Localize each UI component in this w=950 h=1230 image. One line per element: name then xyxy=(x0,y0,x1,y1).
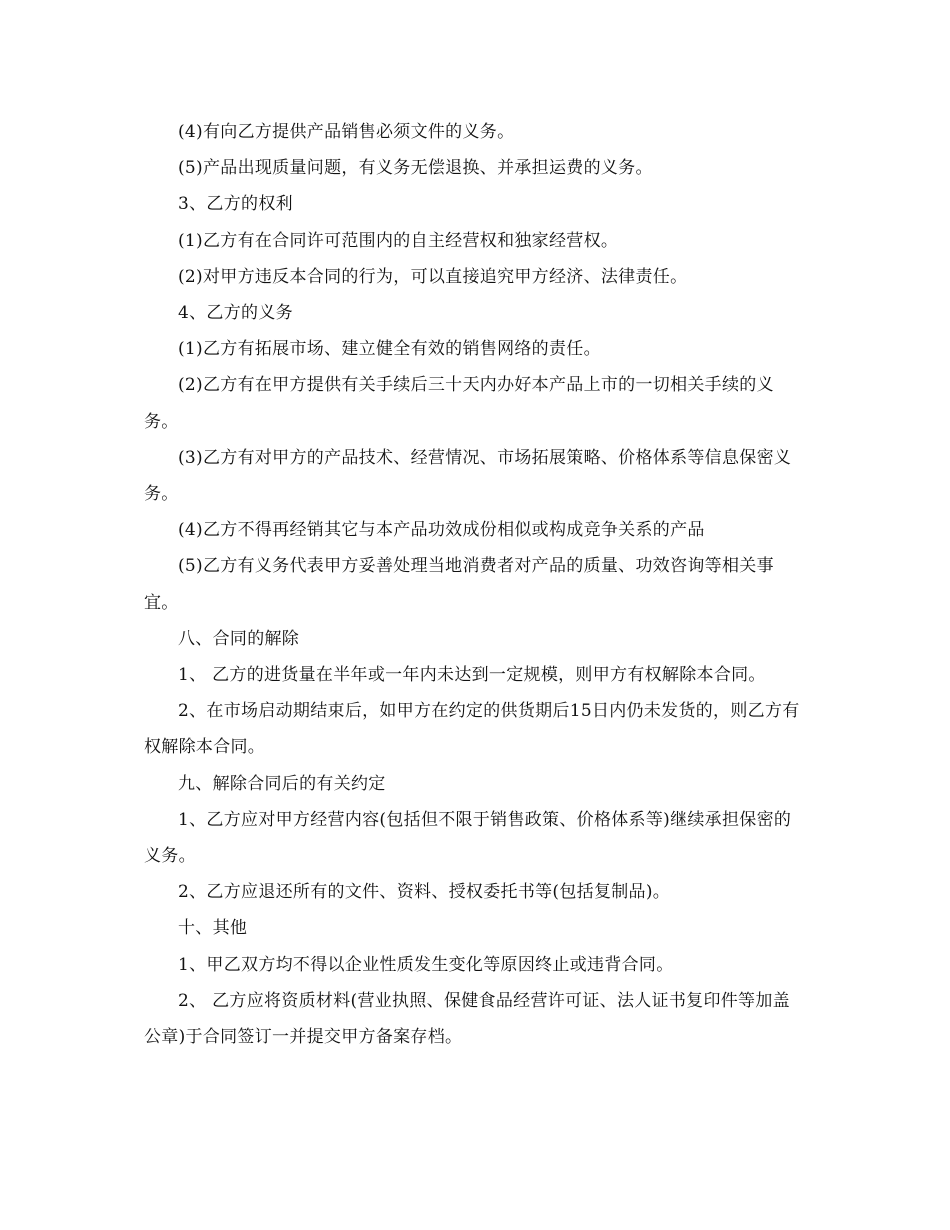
heading-party-b-duties: 4、乙方的义务 xyxy=(178,303,293,324)
document-body xyxy=(144,114,806,1055)
paragraph-other-2: 2、 乙方应将资质材料(营业执照、保健食品经营许可证、法人证书复印件等加盖公章)于合同签订一并提交甲方备案存档。 xyxy=(144,990,790,1048)
paragraph-termination-1: 1、 乙方的进货量在半年或一年内未达到一定规模，则甲方有权解除本合同。 xyxy=(178,665,766,686)
paragraph-party-b-duty-5: (5)乙方有义务代表甲方妥善处理当地消费者对产品的质量、功效咨询等相关事宜。 xyxy=(144,556,774,613)
paragraph-party-b-duty-2: (2)乙方有在甲方提供有关手续后三十天内办好本产品上市的一切相关手续的义务。 xyxy=(144,375,774,432)
heading-party-b-rights: 3、乙方的权利 xyxy=(178,194,293,215)
paragraph-party-b-duty-4: (4)乙方不得再经销其它与本产品功效成份相似或构成竞争关系的产品 xyxy=(178,520,705,541)
heading-post-termination: 九、解除合同后的有关约定 xyxy=(178,773,386,794)
heading-contract-termination: 八、合同的解除 xyxy=(178,628,300,649)
paragraph-party-b-duty-3: (3)乙方有对甲方的产品技术、经营情况、市场拓展策略、价格体系等信息保密义务。 xyxy=(144,447,792,505)
paragraph-post-termination-2: 2、乙方应退还所有的文件、资料、授权委托书等(包括复制品)。 xyxy=(178,882,671,903)
paragraph-post-termination-1: 1、乙方应对甲方经营内容(包括但不限于销售政策、价格体系等)继续承担保密的义务。 xyxy=(144,809,792,867)
paragraph-party-a-duty-4: (4)有向乙方提供产品销售必须文件的义务。 xyxy=(178,122,515,142)
paragraph-party-b-right-1: (1)乙方有在合同许可范围内的自主经营权和独家经营权。 xyxy=(178,230,619,251)
heading-other: 十、其他 xyxy=(178,918,248,939)
paragraph-party-b-right-2: (2)对甲方违反本合同的行为，可以直接追究甲方经济、法律责任。 xyxy=(178,266,688,287)
paragraph-party-a-duty-5: (5)产品出现质量问题，有义务无偿退换、并承担运费的义务。 xyxy=(178,158,653,179)
paragraph-other-1: 1、甲乙双方均不得以企业性质发生变化等原因终止或违背合同。 xyxy=(178,954,674,975)
paragraph-termination-2: 2、在市场启动期结束后，如甲方在约定的供货期后15日内仍未发货的，则乙方有权解除本合同。 xyxy=(144,701,800,758)
paragraph-party-b-duty-1: (1)乙方有拓展市场、建立健全有效的销售网络的责任。 xyxy=(178,339,601,360)
